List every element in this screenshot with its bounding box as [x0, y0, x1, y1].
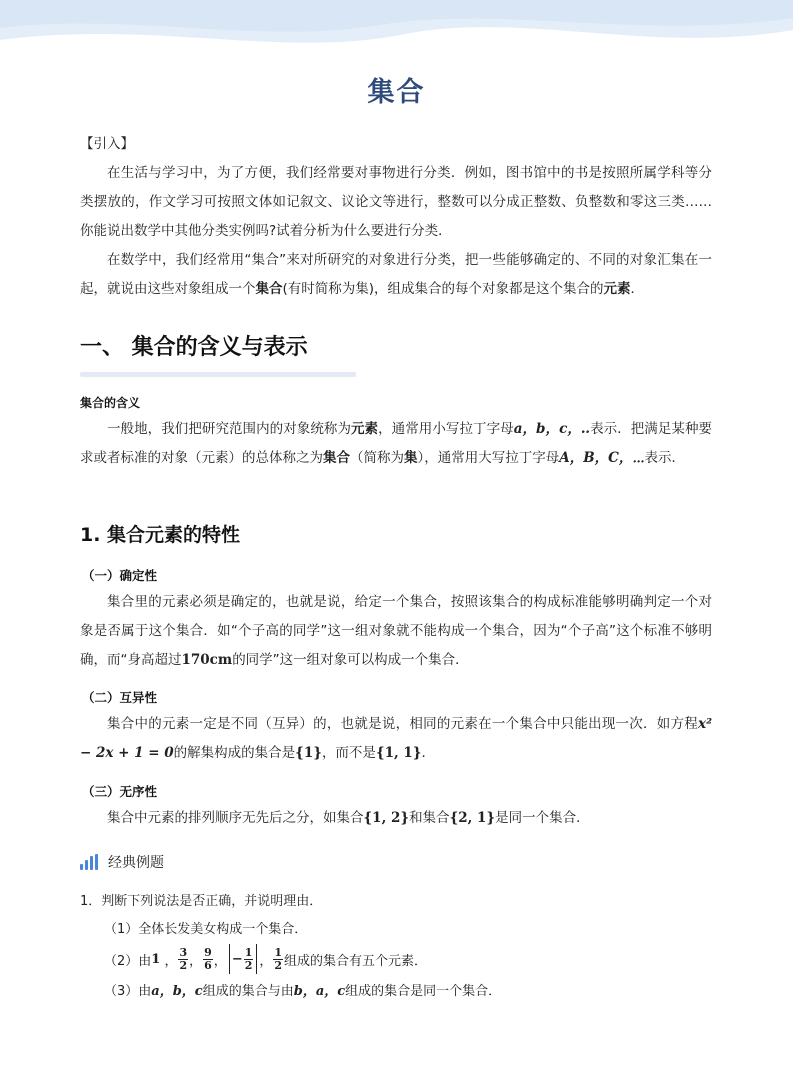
math-set: {1, 1} [375, 745, 422, 761]
text: 集合里的元素必须是确定的，也就是说，给定一个集合，按照该集合的构成标准能够明确判定一个对象是否属于这个集合．如“个子高的同学”这一组对象就不能构成一个集合，因为“个子高”这个标准不够明确，而“身高超过 [80, 594, 712, 668]
text: 表示．把满足某种要求或者标准的对象（元素）的总体称之为 [80, 421, 713, 466]
text: 组成的集合与由 [202, 984, 294, 999]
fraction [273, 947, 283, 972]
math-equation: x² − 2x + 1 = 0 [80, 716, 712, 761]
heading-underline [80, 372, 356, 377]
math-set: {2, 1} [449, 810, 496, 826]
text: ），通常用大写拉丁字母 [417, 450, 560, 466]
subsection-heading-properties: 1. 集合元素的特性 [80, 524, 241, 546]
intro-label: 【引入】 [80, 136, 134, 152]
text: 的解集构成的集合是 [173, 745, 296, 761]
text: （2）由 [104, 953, 152, 969]
text: （简称为 [350, 450, 404, 466]
math-number: 1 [151, 951, 161, 967]
text: 一般地，我们把研究范围内的对象统称为 [107, 421, 351, 437]
intro-paragraph-1: 在生活与学习中，为了方便，我们经常要对事物进行分类．例如，图书馆中的书是按照所属学科等分类摆放的，作文学习可按照文体如记叙文、议论文等进行，整数可以分成正整数、负整数和零这三类……你能说出数学中其他分类实例吗?试着分析为什么要进行分类． [80, 165, 712, 239]
text: （3）由 [104, 984, 152, 999]
text: 和集合 [409, 810, 450, 826]
text: 的同学”这一组对象可以构成一个集合． [232, 652, 469, 668]
text: ，而不是 [321, 745, 376, 761]
numerator: 1 [274, 945, 283, 959]
minus-sign: − [231, 951, 243, 967]
text: (有时简称为集)，组成集合的每个对象都是这个集合的 [282, 281, 604, 297]
math-set: {1} [295, 745, 322, 761]
text: 集合中元素的排列顺序无先后之分，如集合 [107, 810, 364, 826]
math-value: 170cm [181, 652, 233, 668]
fraction [178, 947, 188, 972]
math-letters: a，b，c [151, 984, 203, 999]
fraction [203, 947, 213, 972]
math-lowercase-letters: a，b，c，‥ [513, 421, 591, 437]
page-title: 集合 [367, 77, 426, 108]
property-paragraph-unordered [80, 804, 712, 833]
text: 表示． [644, 450, 686, 466]
term-element: 元素 [603, 281, 631, 297]
property-label-definiteness: （一）确定性 [82, 568, 158, 583]
property-paragraph-distinctness [80, 710, 712, 768]
numerator: 3 [179, 945, 188, 959]
math-set: {1, 2} [363, 810, 410, 826]
math-uppercase-letters: A，B，C，⋯ [559, 450, 645, 466]
text: ． [630, 281, 645, 297]
property-label-distinctness: （二）互异性 [82, 690, 158, 705]
term-set: 集合 [323, 450, 350, 466]
denominator: 2 [179, 958, 188, 972]
statement-2: （2）由 1 ， $\frac{3}{2}$ ， $\frac{9}{6}$ ， − $\frac{1}{2}$ ， $\frac{1}{2}$ 组成的集合有五个元素． [104, 942, 427, 976]
property-label-unordered: （三）无序性 [82, 784, 158, 799]
examples-heading-label: 经典例题 [108, 855, 164, 871]
definition-paragraph [80, 415, 712, 473]
denominator: 2 [244, 958, 253, 972]
text: ，通常用小写拉丁字母 [378, 421, 514, 437]
absolute-value [229, 944, 258, 974]
term-element: 元素 [351, 421, 379, 437]
text: 组成的集合是同一个集合． [345, 984, 502, 999]
numerator: 1 [244, 945, 253, 959]
text: 组成的集合有五个元素． [284, 953, 428, 969]
question-1: 1．判断下列说法是否正确，并说明理由． [80, 894, 323, 909]
bar-chart-icon [80, 854, 98, 870]
text: 是同一个集合． [495, 810, 590, 826]
denominator: 6 [204, 958, 212, 972]
fraction [244, 947, 254, 972]
text: ． [421, 745, 435, 761]
intro-paragraph-2 [80, 246, 712, 304]
numerator: 9 [204, 945, 212, 959]
denominator: 2 [274, 958, 283, 972]
term-set-short: 集 [404, 450, 418, 466]
property-paragraph-definiteness [80, 588, 712, 675]
statement-3 [104, 980, 501, 999]
statement-1: （1）全体长发美女构成一个集合． [104, 922, 308, 937]
examples-heading [80, 852, 164, 872]
math-letters: b，a，c [293, 984, 346, 999]
header-wave-decoration [0, 0, 793, 62]
section-heading: 一、 集合的含义与表示 [80, 335, 308, 360]
text: 集合中的元素一定是不同（互异）的，也就是说，相同的元素在一个集合中只能出现一次．如方程 [107, 716, 699, 732]
term-set: 集合 [255, 281, 283, 297]
subsection-heading: 集合的含义 [80, 396, 141, 410]
text: 在数学中，我们经常用“集合”来对所研究的对象进行分类，把一些能够确定的、不同的对象汇集在一起，就说由这些对象组成一个 [80, 252, 712, 297]
